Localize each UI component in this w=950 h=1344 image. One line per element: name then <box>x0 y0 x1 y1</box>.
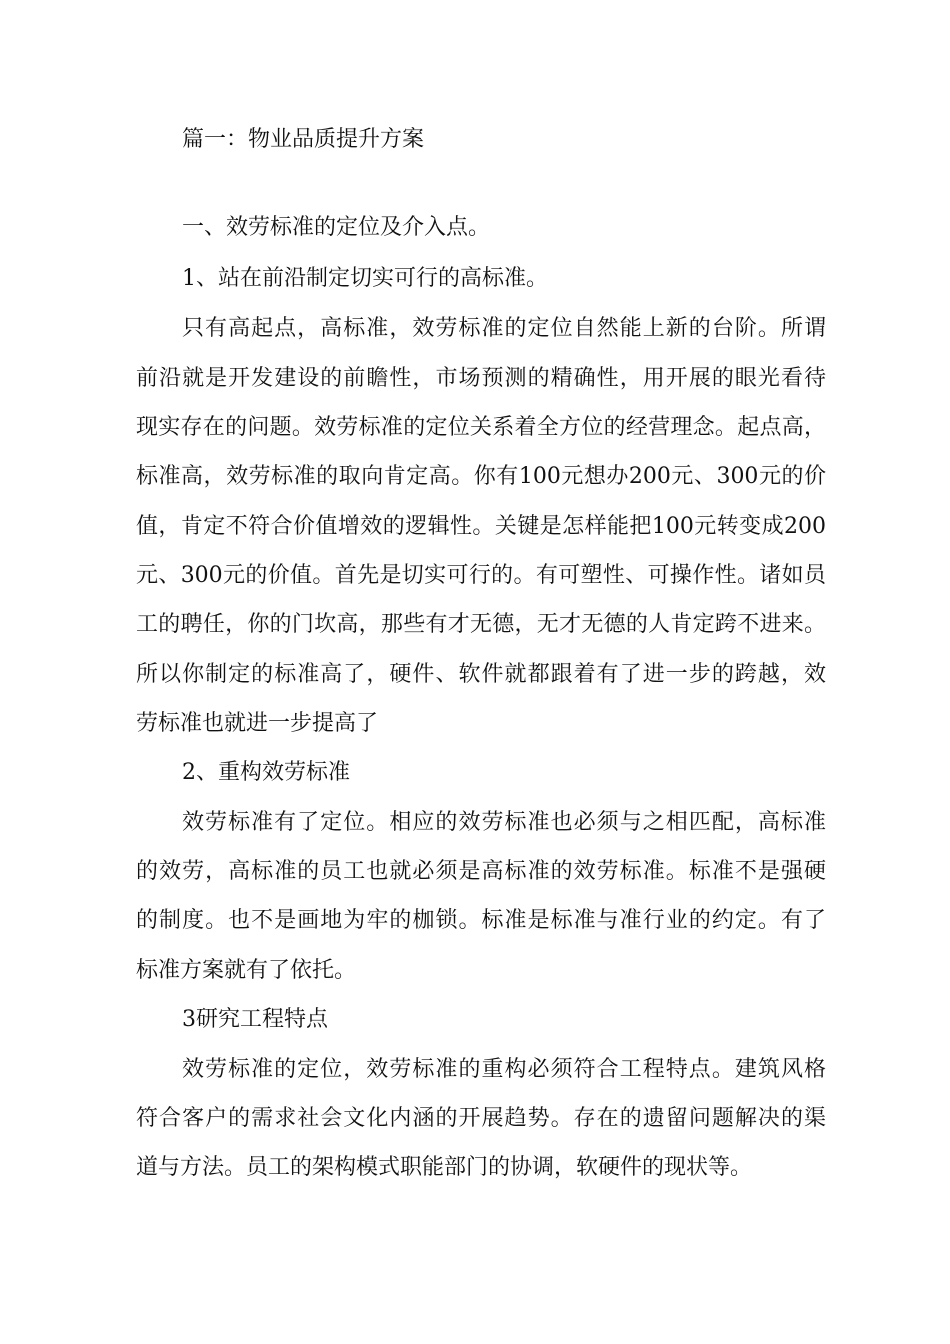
paragraph-line: 标准高，效劳标准的取向肯定高。你有100元想办200元、300元的价 <box>136 464 826 489</box>
paragraph-line: 现实存在的问题。效劳标准的定位关系着全方位的经营理念。起点高， <box>136 415 826 440</box>
paragraph-line: 劳标准也就进一步提高了 <box>136 711 379 736</box>
paragraph-line: 标准方案就有了依托。 <box>136 958 357 983</box>
paragraph-line: 符合客户的需求社会文化内涵的开展趋势。存在的遗留问题解决的渠 <box>136 1106 826 1131</box>
paragraph-line: 的制度。也不是画地为牢的枷锁。标准是标准与准行业的约定。有了 <box>136 908 826 933</box>
paragraph-line: 前沿就是开发建设的前瞻性，市场预测的精确性，用开展的眼光看待 <box>136 366 826 391</box>
paragraph-line: 工的聘任，你的门坎高，那些有才无德，无才无德的人肯定跨不进来。 <box>136 612 826 637</box>
document-title: 篇一：物业品质提升方案 <box>182 127 425 152</box>
paragraph-line: 值，肯定不符合价值增效的逻辑性。关键是怎样能把100元转变成200 <box>136 514 826 539</box>
paragraph-line: 所以你制定的标准高了，硬件、软件就都跟着有了进一步的跨越，效 <box>136 662 826 687</box>
paragraph-line: 只有高起点，高标准，效劳标准的定位自然能上新的台阶。所谓 <box>182 316 826 341</box>
paragraph-line: 效劳标准的定位，效劳标准的重构必须符合工程特点。建筑风格 <box>182 1057 826 1082</box>
paragraph-line: 效劳标准有了定位。相应的效劳标准也必须与之相匹配，高标准 <box>182 810 826 835</box>
paragraph-line: 的效劳，高标准的员工也就必须是高标准的效劳标准。标准不是强硬 <box>136 859 826 884</box>
paragraph-line: 元、300元的价值。首先是切实可行的。有可塑性、可操作性。诸如员 <box>136 563 826 588</box>
subsection-3-heading: 3研究工程特点 <box>182 1007 328 1032</box>
section-1-heading: 一、效劳标准的定位及介入点。 <box>182 215 491 240</box>
subsection-2-heading: 2、重构效劳标准 <box>182 760 350 785</box>
paragraph-line: 道与方法。员工的架构模式职能部门的协调，软硬件的现状等。 <box>136 1155 753 1180</box>
subsection-1-heading: 1、站在前沿制定切实可行的高标准。 <box>182 266 548 291</box>
